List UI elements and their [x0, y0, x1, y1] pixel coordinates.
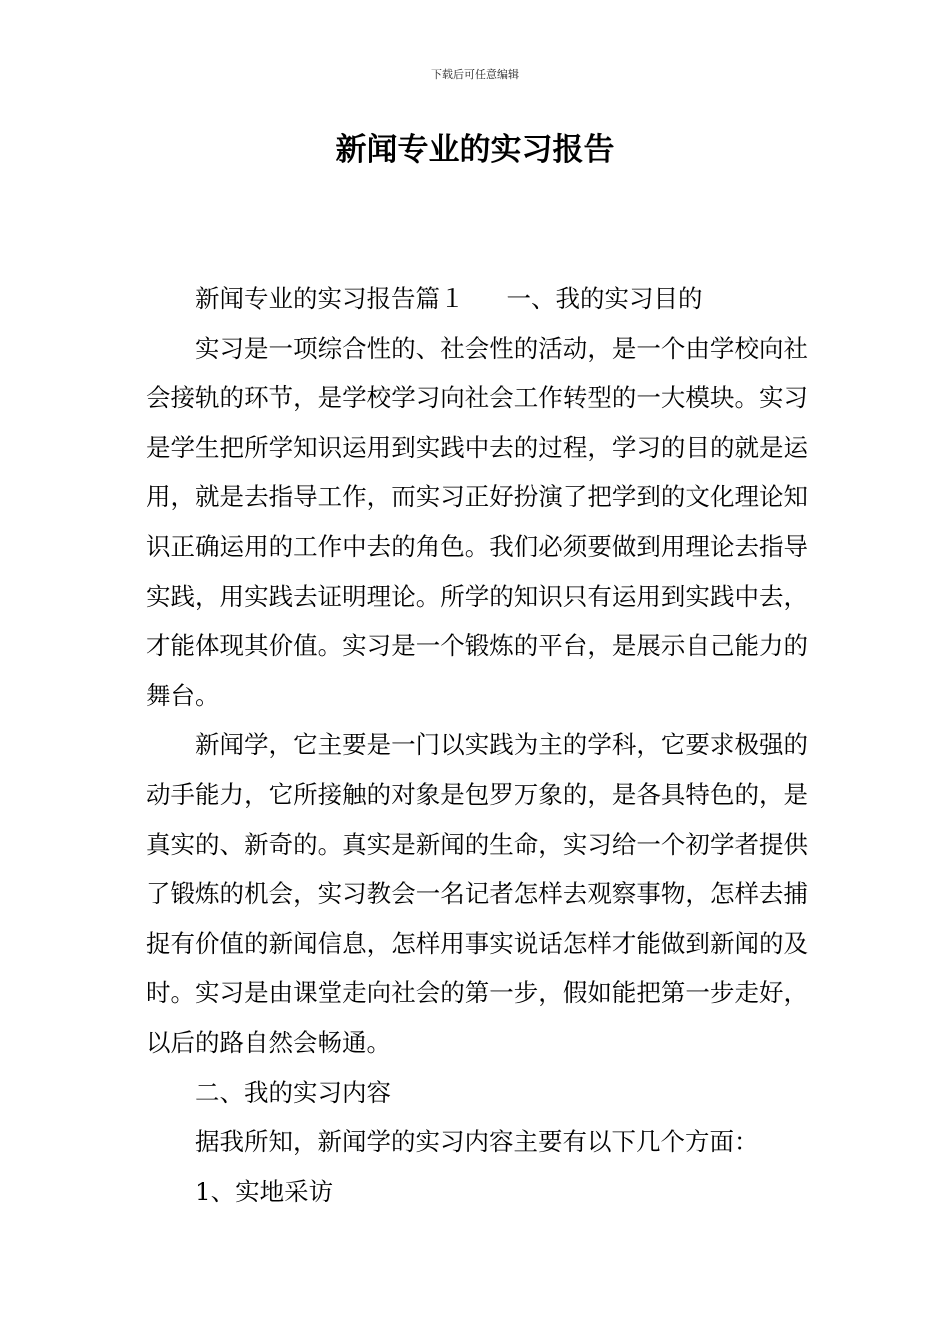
intro-heading: 新闻专业的实习报告篇１ — [195, 284, 465, 313]
header-note: 下载后可任意编辑 — [431, 68, 519, 81]
list-item-field-interview: 1、实地采访 — [195, 1176, 334, 1206]
paragraph-journalism: 新闻学，它主要是一门以实践为主的学科，它要求极强的动手能力，它所接触的对象是包罗万象的，是各具特色的，是真实的、新奇的。真实是新闻的生命，实习给一个初学者提供了锻炼的机会，实习教会一名记者怎样去观察事物，怎样去捕捉有价值的新闻信息，怎样用事实说话怎样才能做到新闻的及时。实习是由课堂走向社会的第一步，假如能把第一步走好，以后的路自然会畅通。 — [146, 730, 808, 1057]
document-title: 新闻专业的实习报告 — [335, 132, 615, 168]
section-heading-purpose: 一、我的实习目的 — [506, 284, 703, 313]
intro-line — [146, 274, 808, 324]
paragraph-content-intro: 据我所知，新闻学的实习内容主要有以下几个方面： — [195, 1127, 759, 1157]
document-body — [146, 274, 808, 1216]
section-heading-content: 二、我的实习内容 — [195, 1077, 391, 1107]
paragraph-purpose: 实习是一项综合性的、社会性的活动，是一个由学校向社会接轨的环节，是学校学习向社会工作转型的一大模块。实习是学生把所学知识运用到实践中去的过程，学习的目的就是运用，就是去指导工作，而实习正好扮演了把学到的文化理论知识正确运用的工作中去的角色。我们必须要做到用理论去指导实践，用实践去证明理论。所学的知识只有运用到实践中去，才能体现其价值。实习是一个锻炼的平台，是展示自己能力的舞台。 — [146, 333, 808, 710]
